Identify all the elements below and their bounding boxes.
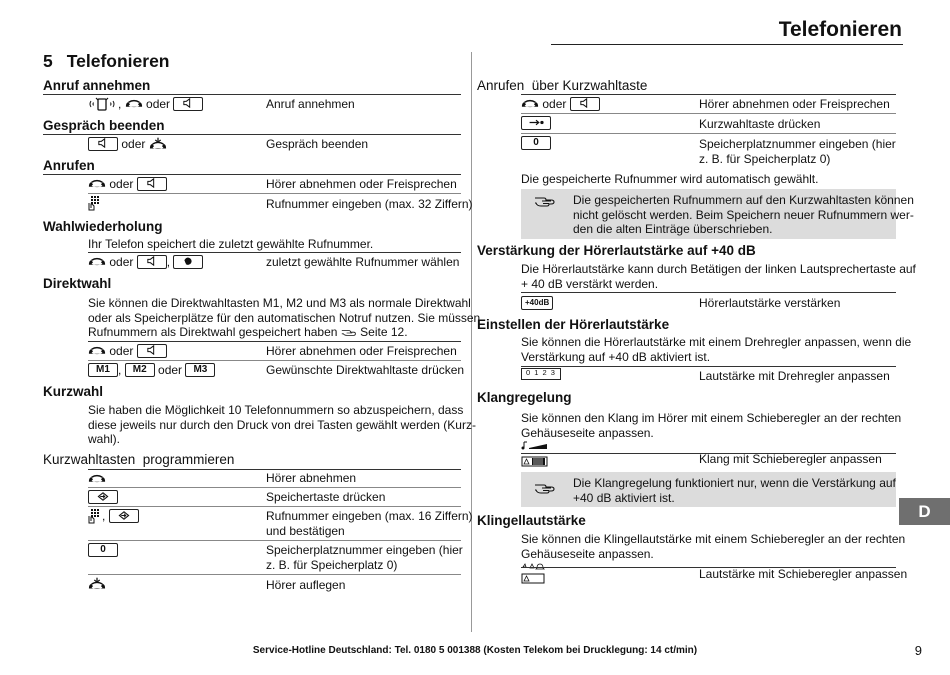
page-number: 9	[914, 643, 922, 658]
action-text: Lautstärke mit Drehregler anpassen	[699, 369, 890, 383]
ring-icon	[88, 97, 118, 111]
divider	[521, 94, 896, 95]
action-text: Hörer abnehmen oder Freisprechen	[699, 97, 890, 111]
action-text: und bestätigen	[266, 523, 345, 538]
digit-0-key: 0	[88, 543, 118, 557]
m1-key: M1	[88, 363, 118, 377]
divider	[88, 360, 461, 361]
speaker-icon	[96, 138, 110, 148]
anrufen-row1-keys: oder	[88, 176, 167, 191]
action-text: Anruf annehmen	[266, 97, 355, 111]
plus40db-key: +40dB	[521, 296, 553, 310]
note-text: nicht gelöscht werden. Beim Speichern neuer Rufnummern wer-	[573, 207, 914, 222]
memory-icon	[92, 491, 114, 502]
divider	[521, 292, 896, 293]
note-text: Die gespeicherten Rufnummern auf den Kurzwahltasten können	[573, 193, 914, 207]
wahlwiederholung-keys: oder ,	[88, 254, 203, 269]
note-text: +40 dB aktiviert ist.	[573, 490, 675, 505]
prog-row4-keys	[88, 542, 118, 557]
speaker-key	[173, 97, 203, 111]
speaker-key	[137, 255, 167, 269]
action-text: Rufnummer eingeben (max. 32 Ziffern)	[266, 197, 473, 211]
tone-slider-icon	[521, 441, 549, 467]
ringer-slider-icon	[521, 562, 547, 584]
section-kurzwahltasten-programmieren: Kurzwahltasten programmieren	[43, 452, 235, 467]
action-text: Hörer auflegen	[266, 578, 346, 592]
chapter-tab: D	[899, 498, 950, 525]
chapter-number: 5	[43, 51, 53, 71]
handset-lift-icon	[88, 473, 106, 485]
action-text: Speicherplatznummer eingeben (hier	[699, 137, 896, 151]
chapter-title: Telefonieren	[66, 51, 170, 71]
gespraech-beenden-keys: oder	[88, 136, 167, 151]
direktwahl-row1-keys: oder	[88, 343, 167, 358]
handset-lift-icon	[125, 98, 143, 110]
body-text: Die gespeicherte Rufnummer wird automatisch gewählt.	[521, 172, 819, 186]
body-text: oder als Speicherplätze für den automatischen Notruf nutzen. Sie müssen	[88, 310, 481, 325]
divider	[88, 193, 461, 194]
body-text: Gehäuseseite anpassen.	[521, 425, 654, 440]
action-text: Speichertaste drücken	[266, 490, 386, 504]
body-text: Gehäuseseite anpassen.	[521, 546, 654, 561]
action-text: z. B. für Speicherplatz 0)	[266, 557, 398, 572]
body-text: diese jeweils nur durch den Druck von drei Tasten gewählt werden (Kurz-	[88, 417, 476, 432]
body-text-ref: Rufnummern als Direktwahl gespeichert haben Seite 12.	[88, 325, 408, 339]
section-anrufen: Anrufen	[43, 158, 95, 173]
divider	[88, 252, 461, 253]
section-anruf-annehmen: Anruf annehmen	[43, 78, 151, 93]
prog-row5-keys	[88, 576, 106, 591]
speaker-key	[137, 177, 167, 191]
action-text: z. B. für Speicherplatz 0)	[699, 151, 831, 166]
divider	[88, 574, 461, 575]
pointing-hand-icon	[341, 328, 357, 338]
column-divider	[471, 52, 472, 632]
body-text: Sie haben die Möglichkeit 10 Telefonnummern so abzuspeichern, dass	[88, 403, 464, 417]
prog-row2-keys	[88, 489, 118, 504]
section-verstaerkung: Verstärkung der Hörerlautstärke auf +40 dB	[477, 243, 756, 258]
action-text: Klang mit Schieberegler anpassen	[699, 452, 882, 466]
speaker-icon	[145, 178, 159, 188]
direktwahl-row2-keys: M1 , M2 oder M3	[88, 362, 215, 377]
chapter-heading	[43, 51, 170, 72]
handset-lift-icon	[88, 345, 106, 357]
divider	[88, 469, 461, 470]
speaker-icon	[145, 345, 159, 355]
prog-row1-keys	[88, 471, 106, 485]
handset-hangup-icon	[149, 137, 167, 151]
divider	[43, 134, 461, 135]
divider	[521, 133, 896, 134]
action-text: zuletzt gewählte Rufnummer wählen	[266, 255, 460, 269]
handset-lift-icon	[88, 178, 106, 190]
kwt-row2-keys	[521, 115, 551, 130]
header-rule	[551, 44, 903, 45]
handset-lift-icon	[88, 256, 106, 268]
speaker-key	[570, 97, 600, 111]
divider	[88, 506, 461, 507]
kwt-row1-keys: oder	[521, 96, 600, 111]
divider	[521, 113, 896, 114]
memory-key	[109, 509, 139, 523]
digit-0-key: 0	[521, 136, 551, 150]
action-text: Gespräch beenden	[266, 137, 369, 151]
speaker-key	[137, 344, 167, 358]
divider	[43, 174, 461, 175]
section-klangregelung: Klangregelung	[477, 390, 572, 405]
body-text: Sie können die Direktwahltasten M1, M2 und M3 als normale Direktwahl	[88, 296, 471, 310]
m2-key: M2	[125, 363, 155, 377]
action-text: Gewünschte Direktwahltaste drücken	[266, 363, 465, 377]
speaker-key	[88, 137, 118, 151]
keypad-icon	[88, 508, 102, 524]
section-direktwahl: Direktwahl	[43, 276, 112, 291]
memory-key	[88, 490, 118, 504]
keypad-icon	[88, 195, 102, 211]
divider	[43, 94, 461, 95]
footer-hotline: Service-Hotline Deutschland: Tel. 0180 5 001388 (Kosten Telekom bei Drucklegung: 14 ct/min)	[252, 645, 698, 656]
speaker-icon	[578, 98, 592, 108]
action-text: Hörer abnehmen	[266, 471, 357, 485]
body-text: Sie können die Hörerlautstärke mit einem Drehregler anpassen, wenn die	[521, 335, 912, 349]
section-kurzwahl: Kurzwahl	[43, 384, 104, 399]
kwt-row3-keys	[521, 135, 551, 150]
handset-lift-icon	[521, 98, 539, 110]
action-text: Speicherplatznummer eingeben (hier	[266, 543, 463, 557]
section-wahlwiederholung: Wahlwiederholung	[43, 219, 163, 234]
action-text: Rufnummer eingeben (max. 16 Ziffern)	[266, 509, 473, 523]
m3-key: M3	[185, 363, 215, 377]
divider	[88, 540, 461, 541]
anrufen-row2-keys	[88, 195, 102, 211]
divider	[88, 341, 461, 342]
handset-hangup-icon	[88, 577, 106, 591]
divider	[521, 366, 896, 367]
note-text: Die Klangregelung funktioniert nur, wenn die Verstärkung auf	[573, 476, 896, 490]
divider	[88, 487, 461, 488]
section-einstellen: Einstellen der Hörerlautstärke	[477, 317, 670, 332]
section-gespraech-beenden: Gespräch beenden	[43, 118, 165, 133]
action-text: Kurzwahltaste drücken	[699, 117, 821, 131]
speaker-icon	[145, 256, 159, 266]
page-header-title: Telefonieren	[778, 18, 902, 41]
body-text: + 40 dB verstärkt werden.	[521, 276, 659, 291]
speaker-icon	[181, 98, 195, 108]
note-text: den die alten Einträge überschrieben.	[573, 222, 773, 236]
body-text: Ihr Telefon speichert die zuletzt gewählte Rufnummer.	[88, 237, 374, 251]
hand-note-icon	[534, 481, 556, 495]
section-klingellautstaerke: Klingellautstärke	[477, 513, 586, 528]
body-text: Sie können den Klang im Hörer mit einem Schieberegler an der rechten	[521, 411, 902, 425]
body-text: Die Hörerlautstärke kann durch Betätigen der linken Lautsprechertaste auf	[521, 262, 916, 276]
redial-icon	[181, 256, 195, 266]
speed-dial-key	[521, 116, 551, 130]
volume-dial-icon: 0 1 2 3	[521, 368, 561, 380]
body-text: wahl).	[88, 432, 121, 446]
redial-key	[173, 255, 203, 269]
arrow-dot-icon	[525, 117, 547, 128]
prog-row3-keys: ,	[88, 508, 139, 524]
body-text: Sie können die Klingellautstärke mit einem Schieberegler an der rechten	[521, 532, 906, 546]
action-text: Hörer abnehmen oder Freisprechen	[266, 177, 457, 191]
action-text: Hörerlautstärke verstärken	[699, 296, 841, 310]
hand-note-icon	[534, 194, 556, 208]
verstaerkung-keys	[521, 295, 553, 310]
body-text: Verstärkung auf +40 dB aktiviert ist.	[521, 349, 711, 364]
section-anrufen-kurzwahltaste: Anrufen über Kurzwahltaste	[477, 78, 648, 93]
action-text: Lautstärke mit Schieberegler anpassen	[699, 567, 908, 581]
anruf-annehmen-keys: , oder	[88, 96, 203, 111]
action-text: Hörer abnehmen oder Freisprechen	[266, 344, 457, 358]
memory-icon	[113, 510, 135, 521]
